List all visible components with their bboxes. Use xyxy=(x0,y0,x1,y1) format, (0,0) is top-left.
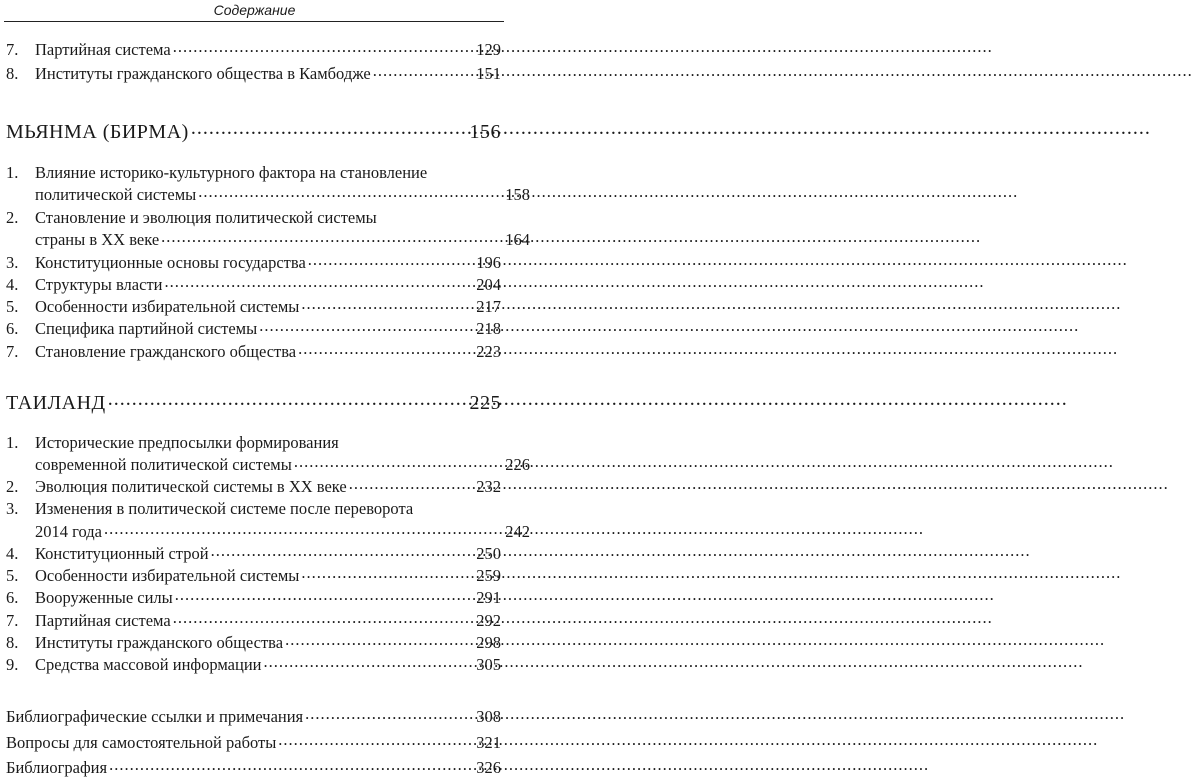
toc-entry-number: 5. xyxy=(6,297,19,316)
toc-entry-title: Структуры власти xyxy=(35,275,163,294)
toc-entry-page: 242 xyxy=(505,522,530,541)
toc-entry-back-matter[interactable] xyxy=(6,731,501,755)
toc-leader-dots xyxy=(285,628,474,652)
toc-entry-title: Особенности избирательной системы xyxy=(35,297,300,316)
toc-leader-dots xyxy=(301,292,474,316)
toc-entry[interactable] xyxy=(6,62,501,86)
toc-entry-title: Исторические предпосылки формирования xyxy=(35,433,339,452)
toc-entry-title: Вопросы для самостоятельной работы xyxy=(6,733,277,752)
toc-leader-dots xyxy=(173,35,475,59)
toc-entry-page: 223 xyxy=(476,342,501,361)
toc-leader-dots xyxy=(161,225,503,249)
toc-entry-back-matter[interactable] xyxy=(6,756,501,780)
toc-entry-title: Библиографические ссылки и примечания xyxy=(6,707,304,726)
toc-entry[interactable] xyxy=(6,183,530,207)
section-title: ТАИЛАНД xyxy=(6,392,106,414)
toc-entry-title: Становление гражданского общества xyxy=(35,342,297,361)
toc-entry-number: 1. xyxy=(6,163,19,182)
toc-entry-title: Партийная система xyxy=(35,611,171,630)
toc-leader-dots xyxy=(104,517,503,541)
toc-entry-page: 250 xyxy=(476,544,501,563)
toc-entry-title: Эволюция политической системы в XX веке xyxy=(35,477,347,496)
toc-entry-number: 5. xyxy=(6,566,19,585)
toc-entry-title: Влияние историко-культурного фактора на становление xyxy=(35,163,428,182)
toc-leader-dots xyxy=(264,650,475,674)
toc-entry-number: 9. xyxy=(6,655,19,674)
toc-leader-dots xyxy=(164,270,474,294)
running-header xyxy=(0,0,509,22)
toc-leader-dots xyxy=(198,180,503,204)
toc-entry-page: 217 xyxy=(476,297,501,316)
toc-leader-dots xyxy=(294,450,503,474)
toc-entry-page: 308 xyxy=(476,707,501,726)
toc-leader-dots xyxy=(108,387,468,411)
toc-entry-back-matter[interactable] xyxy=(6,705,501,729)
toc-entry-number: 7. xyxy=(6,611,19,630)
toc-entry-page: 259 xyxy=(476,566,501,585)
toc-entry-number: 8. xyxy=(6,633,19,652)
toc-entry-page: 204 xyxy=(476,275,501,294)
toc-entry-number: 7. xyxy=(6,40,19,59)
section-page: 156 xyxy=(469,121,501,143)
toc-leader-dots xyxy=(173,606,475,630)
section-heading-myanmar[interactable] xyxy=(6,120,501,144)
toc-entry-number: 6. xyxy=(6,588,19,607)
toc-entry-title-continued: 2014 года xyxy=(35,522,102,541)
toc-entry-page: 164 xyxy=(505,230,530,249)
toc-entry-title: Становление и эволюция политической системы xyxy=(35,208,377,227)
toc-entry[interactable] xyxy=(6,475,501,499)
toc-leader-dots xyxy=(211,539,475,563)
toc-leader-dots xyxy=(308,248,474,272)
toc-entry-page: 298 xyxy=(476,633,501,652)
section-page: 225 xyxy=(469,392,501,414)
toc-entry-page: 292 xyxy=(476,611,501,630)
toc-entry-number: 2. xyxy=(6,208,19,227)
toc-leader-dots xyxy=(349,472,475,496)
toc-entry-number: 2. xyxy=(6,477,19,496)
toc-leader-dots xyxy=(175,583,475,607)
toc-entry-number: 4. xyxy=(6,544,19,563)
toc-entry-number: 3. xyxy=(6,499,19,518)
toc-entry-page: 151 xyxy=(476,64,501,83)
toc-entry-number: 3. xyxy=(6,253,19,272)
toc-entry-title: Особенности избирательной системы xyxy=(35,566,300,585)
toc-leader-dots xyxy=(305,702,474,726)
header-rule xyxy=(4,21,504,22)
toc-entry-title: Партийная система xyxy=(35,40,171,59)
section-heading-thailand[interactable] xyxy=(6,391,501,415)
toc-leader-dots xyxy=(298,337,474,361)
toc-entry-page: 129 xyxy=(476,40,501,59)
toc-entry[interactable] xyxy=(6,653,501,677)
toc-entry-title: Вооруженные силы xyxy=(35,588,173,607)
toc-entry-title-continued: современной политической системы xyxy=(35,455,292,474)
toc-entry-title: Средства массовой информации xyxy=(35,655,262,674)
toc-entry-title: Изменения в политической системе после переворота xyxy=(35,499,414,518)
toc-entry-title-continued: страны в XX веке xyxy=(35,230,160,249)
toc-entry-page: 158 xyxy=(505,185,530,204)
toc-leader-dots xyxy=(191,116,468,140)
toc-entry-page: 218 xyxy=(476,319,501,338)
toc-leader-dots xyxy=(109,753,474,777)
toc-entry-title-continued: политической системы xyxy=(35,185,197,204)
toc-entry-title: Конституционный строй xyxy=(35,544,209,563)
running-header-title: Содержание xyxy=(213,2,296,18)
toc-entry-title: Специфика партийной системы xyxy=(35,319,258,338)
toc-entry-page: 291 xyxy=(476,588,501,607)
section-title: МЬЯНМА (БИРМА) xyxy=(6,121,189,143)
toc-entry[interactable] xyxy=(6,340,501,364)
toc-entry-page: 305 xyxy=(476,655,501,674)
toc-entry-page: 326 xyxy=(476,758,501,777)
toc-entry-page: 196 xyxy=(476,253,501,272)
toc-entry-number: 4. xyxy=(6,275,19,294)
toc-entry-title: Институты гражданского общества в Камбодже xyxy=(35,64,371,83)
toc-entry-number: 1. xyxy=(6,433,19,452)
toc-leader-dots xyxy=(259,314,474,338)
toc-entry-page: 321 xyxy=(476,733,501,752)
toc-leader-dots xyxy=(373,59,475,83)
toc-entry-page: 226 xyxy=(505,455,530,474)
toc-entry-number: 7. xyxy=(6,342,19,361)
toc-entry-number: 8. xyxy=(6,64,19,83)
toc-entry-title: Конституционные основы государства xyxy=(35,253,306,272)
toc-entry-page: 232 xyxy=(476,477,501,496)
toc-entry-title: Институты гражданского общества xyxy=(35,633,284,652)
toc-entry-number: 6. xyxy=(6,319,19,338)
toc-leader-dots xyxy=(278,728,474,752)
toc-entry-title: Библиография xyxy=(6,758,108,777)
toc-leader-dots xyxy=(301,561,474,585)
